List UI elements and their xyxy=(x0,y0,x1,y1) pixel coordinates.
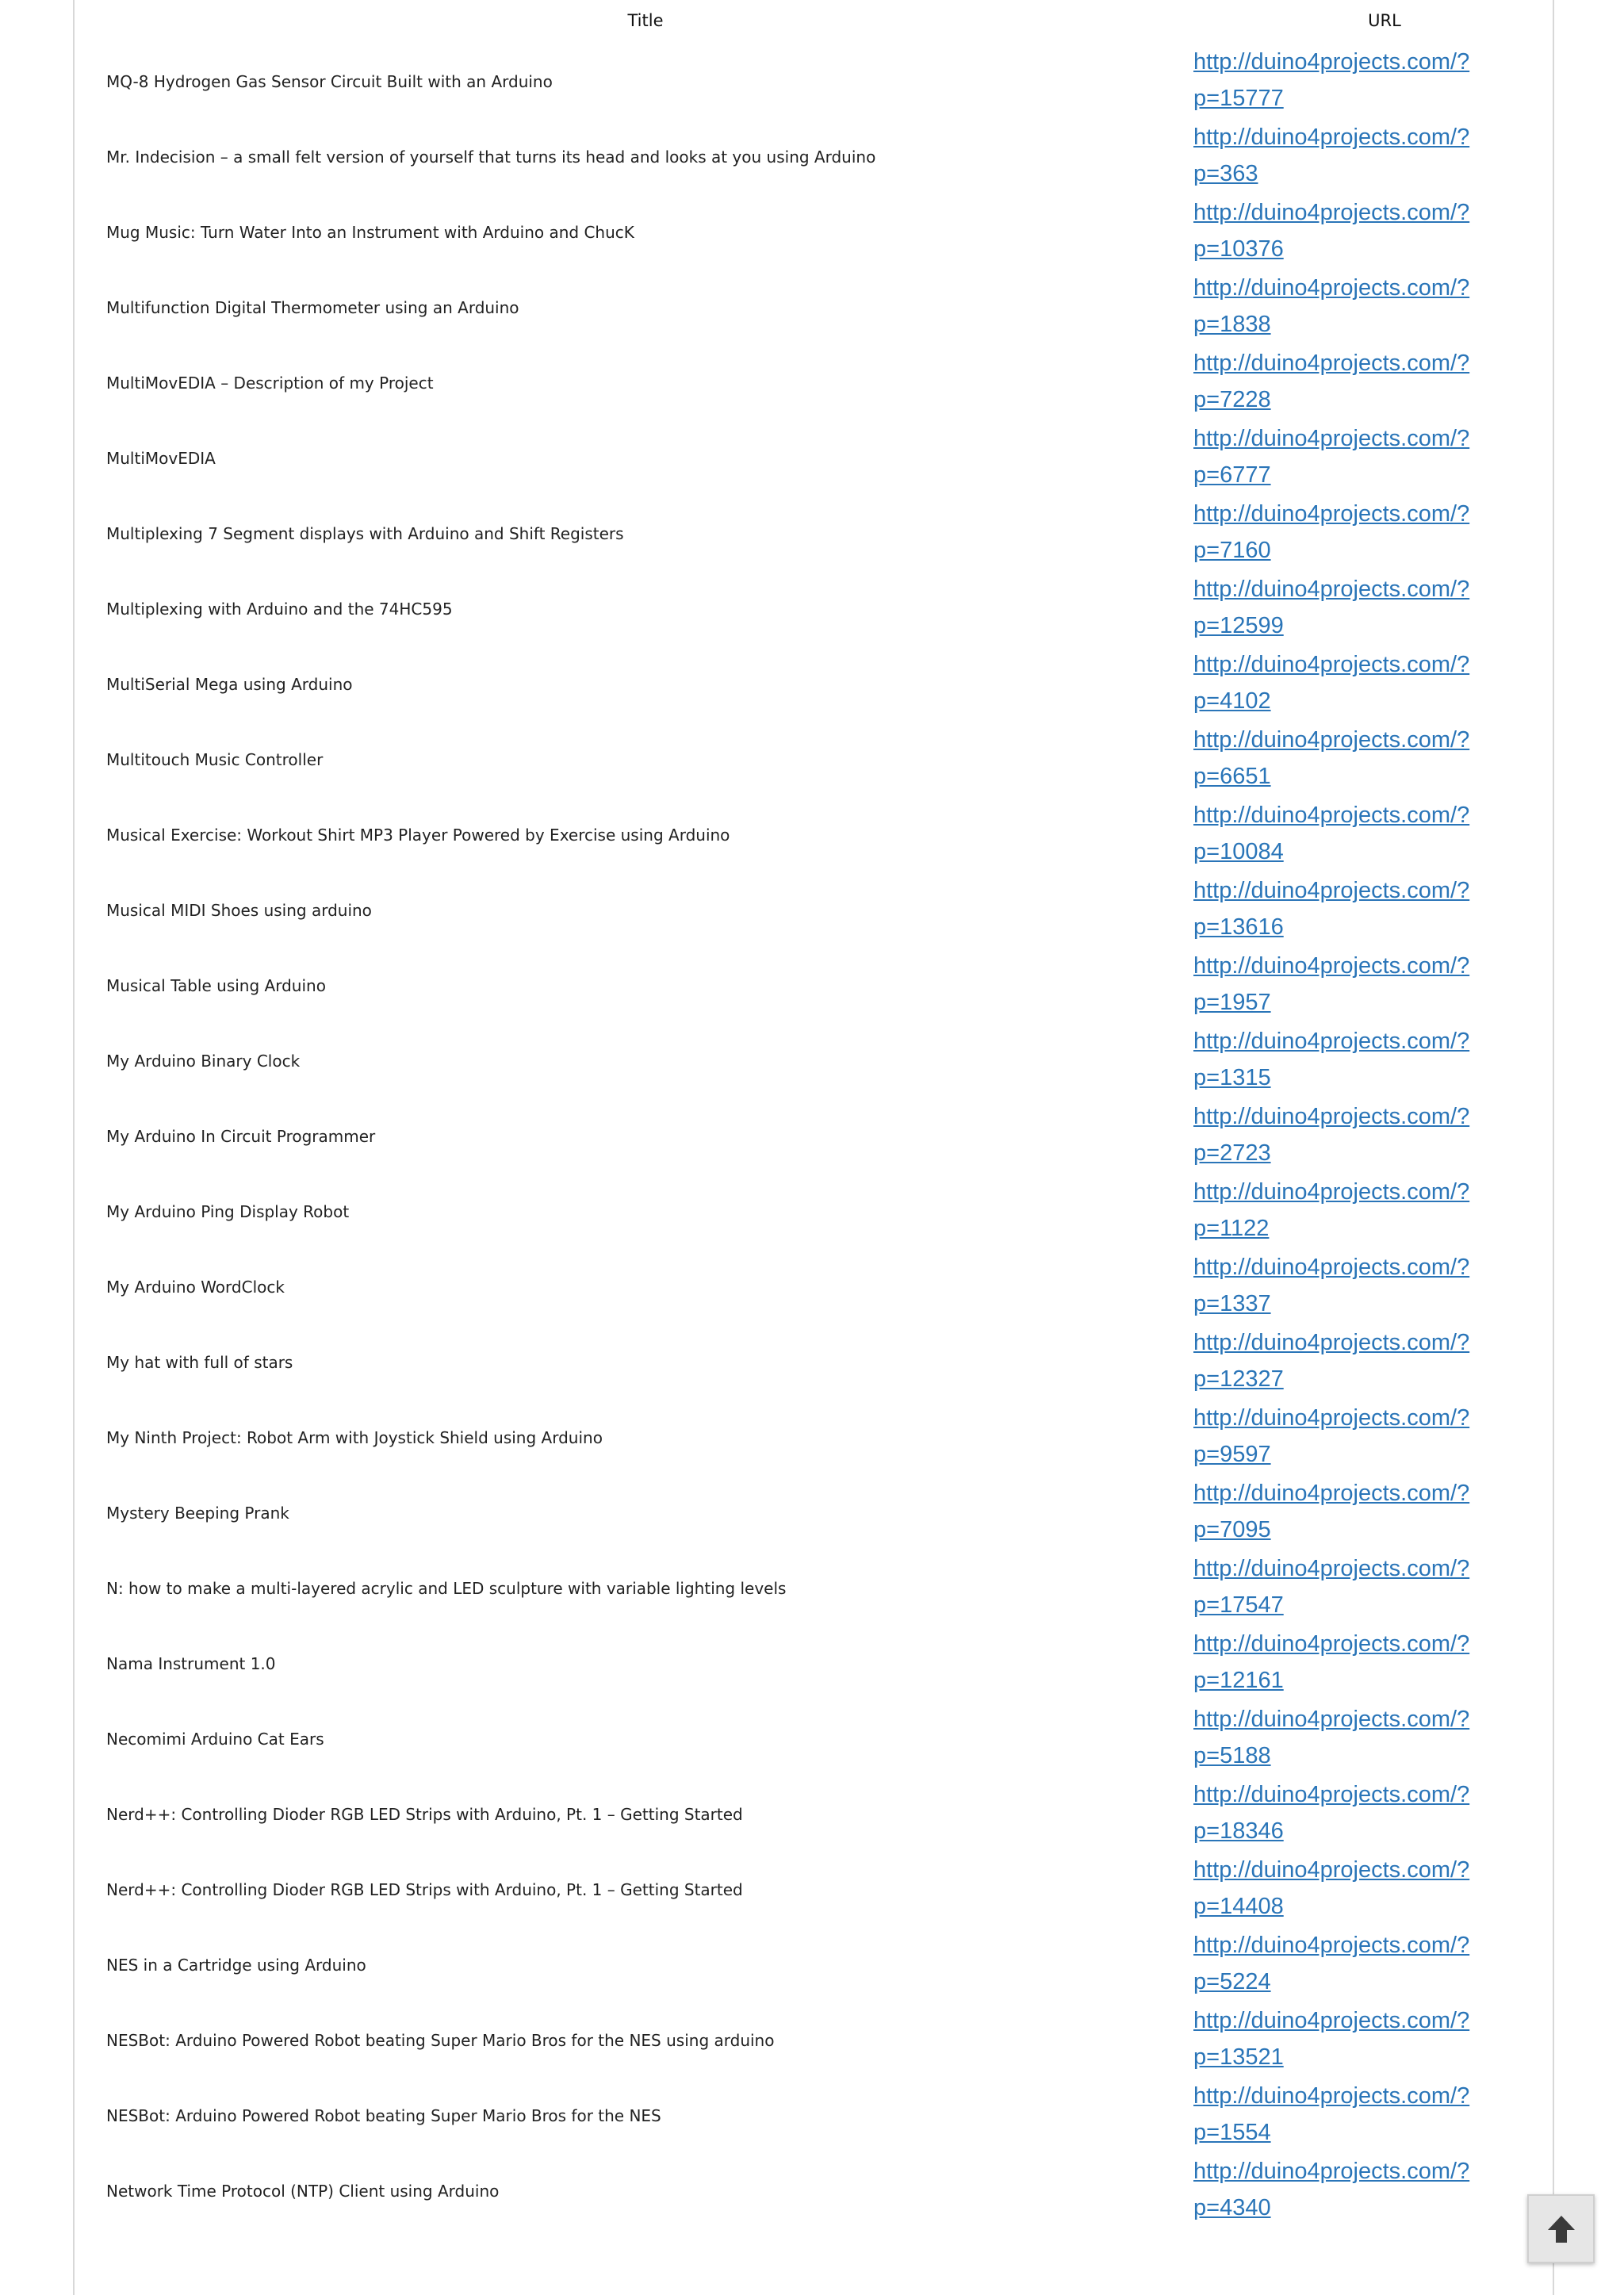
row-title: Multitouch Music Controller xyxy=(106,749,324,769)
table-row xyxy=(75,1701,1553,1776)
row-url-link[interactable]: http://duino4projects.com/?p=5224 xyxy=(1193,1933,1470,1994)
row-url-link[interactable]: http://duino4projects.com/?p=4102 xyxy=(1193,652,1470,714)
row-url-link[interactable]: http://duino4projects.com/?p=17547 xyxy=(1193,1556,1470,1618)
row-title: Nama Instrument 1.0 xyxy=(106,1653,276,1673)
row-url-link[interactable]: http://duino4projects.com/?p=7160 xyxy=(1193,501,1470,563)
table-row xyxy=(75,797,1553,872)
table-row xyxy=(75,1023,1553,1098)
row-title: Mystery Beeping Prank xyxy=(106,1503,289,1523)
row-title: My Arduino WordClock xyxy=(106,1277,285,1297)
row-url-link[interactable]: http://duino4projects.com/?p=7228 xyxy=(1193,351,1470,412)
row-url-link[interactable]: http://duino4projects.com/?p=13521 xyxy=(1193,2008,1470,2070)
table-row xyxy=(75,2002,1553,2078)
row-title: MQ-8 Hydrogen Gas Sensor Circuit Built with an Arduino xyxy=(106,71,553,91)
row-title: Multifunction Digital Thermometer using an Arduino xyxy=(106,297,519,317)
row-title: MultiMovEDIA – Description of my Project xyxy=(106,373,434,393)
row-title: NESBot: Arduino Powered Robot beating Super Mario Bros for the NES xyxy=(106,2105,661,2125)
row-title: Nerd++: Controlling Dioder RGB LED Strips with Arduino, Pt. 1 – Getting Started xyxy=(106,1804,743,1824)
table-row xyxy=(75,1927,1553,2002)
row-url-link[interactable]: http://duino4projects.com/?p=10084 xyxy=(1193,803,1470,864)
table-row xyxy=(75,1475,1553,1550)
row-url-link[interactable]: http://duino4projects.com/?p=2723 xyxy=(1193,1104,1470,1166)
row-url-link[interactable]: http://duino4projects.com/?p=6777 xyxy=(1193,426,1470,488)
table-row xyxy=(75,571,1553,646)
scroll-to-top-button[interactable] xyxy=(1527,2194,1595,2263)
row-title: NESBot: Arduino Powered Robot beating Super Mario Bros for the NES using arduino xyxy=(106,2030,775,2050)
table-row xyxy=(75,1400,1553,1475)
row-url-link[interactable]: http://duino4projects.com/?p=18346 xyxy=(1193,1782,1470,1844)
table-row xyxy=(75,270,1553,345)
table-row xyxy=(75,496,1553,571)
row-url-link[interactable]: http://duino4projects.com/?p=12327 xyxy=(1193,1330,1470,1392)
table-row xyxy=(75,1098,1553,1174)
row-url-link[interactable]: http://duino4projects.com/?p=6651 xyxy=(1193,727,1470,789)
row-title: My Arduino In Circuit Programmer xyxy=(106,1126,376,1146)
table-row xyxy=(75,722,1553,797)
table-row xyxy=(75,2153,1553,2228)
row-url-link[interactable]: http://duino4projects.com/?p=1315 xyxy=(1193,1029,1470,1090)
table-row xyxy=(75,948,1553,1023)
row-url-link[interactable]: http://duino4projects.com/?p=5188 xyxy=(1193,1707,1470,1768)
table-body xyxy=(75,44,1553,2228)
table-row xyxy=(75,1324,1553,1400)
row-title: Musical Table using Arduino xyxy=(106,975,326,995)
table-row xyxy=(75,1776,1553,1852)
column-header-title: Title xyxy=(627,11,664,30)
row-url-link[interactable]: http://duino4projects.com/?p=1337 xyxy=(1193,1255,1470,1316)
table-row xyxy=(75,2078,1553,2153)
row-url-link[interactable]: http://duino4projects.com/?p=1957 xyxy=(1193,953,1470,1015)
row-title: Multiplexing with Arduino and the 74HC595 xyxy=(106,599,453,619)
row-title: Multiplexing 7 Segment displays with Arduino and Shift Registers xyxy=(106,523,624,543)
row-title: My Ninth Project: Robot Arm with Joystick Shield using Arduino xyxy=(106,1427,603,1447)
row-url-link[interactable]: http://duino4projects.com/?p=4340 xyxy=(1193,2159,1470,2220)
row-url-link[interactable]: http://duino4projects.com/?p=363 xyxy=(1193,125,1470,186)
table-row xyxy=(75,646,1553,722)
row-url-link[interactable]: http://duino4projects.com/?p=13616 xyxy=(1193,878,1470,940)
table-row xyxy=(75,1626,1553,1701)
table-row xyxy=(75,119,1553,194)
row-title: Nerd++: Controlling Dioder RGB LED Strips with Arduino, Pt. 1 – Getting Started xyxy=(106,1879,743,1899)
row-title: Musical MIDI Shoes using arduino xyxy=(106,900,372,920)
row-title: Network Time Protocol (NTP) Client using Arduino xyxy=(106,2181,500,2201)
table-row xyxy=(75,872,1553,948)
row-url-link[interactable]: http://duino4projects.com/?p=9597 xyxy=(1193,1405,1470,1467)
row-title: Necomimi Arduino Cat Ears xyxy=(106,1729,324,1749)
row-url-link[interactable]: http://duino4projects.com/?p=1838 xyxy=(1193,275,1470,337)
column-header-url: URL xyxy=(1368,11,1401,30)
table-row xyxy=(75,1550,1553,1626)
row-url-link[interactable]: http://duino4projects.com/?p=15777 xyxy=(1193,49,1470,111)
table-row xyxy=(75,1174,1553,1249)
arrow-up-icon xyxy=(1545,2213,1577,2245)
table-row xyxy=(75,1249,1553,1324)
row-title: Mug Music: Turn Water Into an Instrument with Arduino and ChucK xyxy=(106,222,634,242)
row-url-link[interactable]: http://duino4projects.com/?p=1122 xyxy=(1193,1179,1470,1241)
row-url-link[interactable]: http://duino4projects.com/?p=14408 xyxy=(1193,1857,1470,1919)
row-title: N: how to make a multi-layered acrylic and LED sculpture with variable lighting levels xyxy=(106,1578,787,1598)
row-title: MultiMovEDIA xyxy=(106,448,216,468)
page-frame xyxy=(73,0,1554,2295)
row-url-link[interactable]: http://duino4projects.com/?p=12161 xyxy=(1193,1631,1470,1693)
row-title: NES in a Cartridge using Arduino xyxy=(106,1955,366,1975)
row-url-link[interactable]: http://duino4projects.com/?p=7095 xyxy=(1193,1481,1470,1542)
row-title: Mr. Indecision – a small felt version of yourself that turns its head and looks at you using Arduino xyxy=(106,147,876,167)
row-url-link[interactable]: http://duino4projects.com/?p=10376 xyxy=(1193,200,1470,262)
row-title: My hat with full of stars xyxy=(106,1352,293,1372)
table-row xyxy=(75,420,1553,496)
table-header xyxy=(75,0,1553,44)
table-row xyxy=(75,44,1553,119)
table-row xyxy=(75,194,1553,270)
row-title: My Arduino Ping Display Robot xyxy=(106,1201,350,1221)
row-title: My Arduino Binary Clock xyxy=(106,1051,301,1071)
row-url-link[interactable]: http://duino4projects.com/?p=12599 xyxy=(1193,577,1470,638)
table-row xyxy=(75,1852,1553,1927)
row-title: MultiSerial Mega using Arduino xyxy=(106,674,353,694)
row-url-link[interactable]: http://duino4projects.com/?p=1554 xyxy=(1193,2083,1470,2145)
table-row xyxy=(75,345,1553,420)
row-title: Musical Exercise: Workout Shirt MP3 Player Powered by Exercise using Arduino xyxy=(106,825,730,845)
